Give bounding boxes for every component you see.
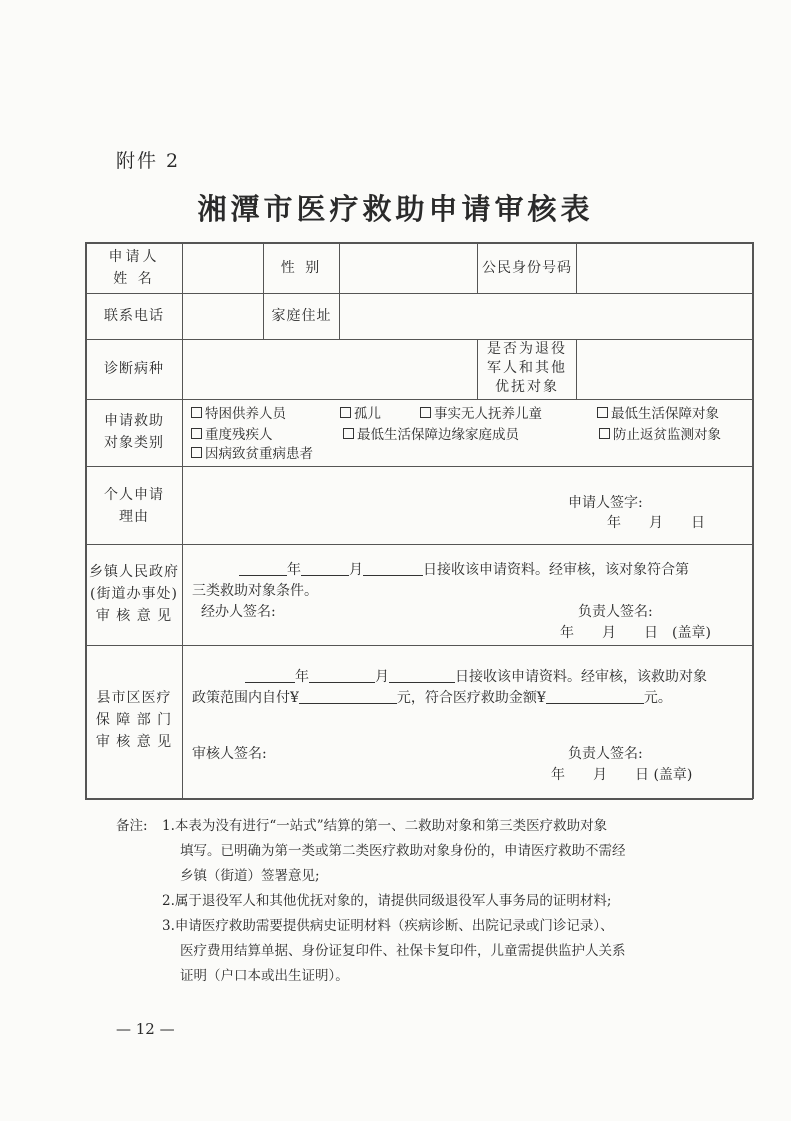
checkbox-icon <box>343 428 354 439</box>
option-marginal-family[interactable]: 最低生活保障边缘家庭成员 <box>343 426 519 444</box>
county-receive-line: 年 月 日接收该申请资料。经审核，该救助对象 <box>245 667 707 687</box>
township-label: 乡镇人民政府 (街道办事处) 审 核 意 见 <box>89 564 179 624</box>
note-3-line-1: 3.申请医疗救助需要提供病史证明材料（疾病诊断、出院记录或门诊记录）、 <box>162 918 614 934</box>
township-leader-signature-label: 负责人签名: <box>578 604 653 620</box>
county-leader-signature-label: 负责人签名: <box>568 746 643 762</box>
applicant-name-label: 申请人 姓 名 <box>108 249 160 287</box>
note-2: 2.属于退役军人和其他优抚对象的，请提供同级退役军人事务局的证明材料; <box>162 893 612 909</box>
note-1-line-1: 1.本表为没有进行“一站式”结算的第一、二救助对象和第三类医疗救助对象 <box>162 818 608 834</box>
checkbox-icon <box>597 407 608 418</box>
note-3-line-2: 医疗费用结算单据、身份证复印件、社保卡复印件，儿童需提供监护人关系 <box>180 943 626 959</box>
note-1-line-3: 乡镇（街道）签署意见; <box>180 868 320 884</box>
township-receive-line: 年 月 日接收该申请资料。经审核，该对象符合第 <box>239 560 689 580</box>
township-date-seal: 年 月 日 (盖章) <box>560 625 711 641</box>
option-minimum-living[interactable]: 最低生活保障对象 <box>597 405 719 423</box>
option-special-support[interactable]: 特困供养人员 <box>191 405 286 423</box>
option-poverty-monitor[interactable]: 防止返贫监测对象 <box>599 426 721 444</box>
note-3-line-3: 证明（户口本或出生证明）。 <box>180 968 349 984</box>
note-1-line-2: 填写。已明确为第一类或第二类医疗救助对象身份的，申请医疗救助不需经 <box>180 843 626 859</box>
township-text-2: 三类救助对象条件。 <box>192 583 318 599</box>
veteran-label: 是否为退役 军人和其他 优抚对象 <box>487 341 567 395</box>
form-title: 湘潭市医疗救助申请审核表 <box>197 192 594 226</box>
county-date-seal: 年 月 日 (盖章) <box>551 767 693 783</box>
county-amount-line: 政策范围内自付¥ 元，符合医疗救助金额¥ 元。 <box>192 690 672 706</box>
applicant-signature-label: 申请人签字: <box>568 495 643 511</box>
gender-label: 性 别 <box>280 260 323 276</box>
category-label: 申请救助 对象类别 <box>104 413 164 451</box>
option-unsupported-child[interactable]: 事实无人抚养儿童 <box>420 405 542 423</box>
county-label: 县市区医疗 保 障 部 门 审 核 意 见 <box>95 690 173 750</box>
option-orphan[interactable]: 孤儿 <box>340 405 381 423</box>
handler-signature-label: 经办人签名: <box>201 604 276 620</box>
checkbox-icon <box>599 428 610 439</box>
reviewer-signature-label: 审核人签名: <box>192 746 267 762</box>
checkbox-icon <box>420 407 431 418</box>
checkbox-icon <box>191 447 202 458</box>
option-severe-disability[interactable]: 重度残疾人 <box>191 426 273 444</box>
checkbox-icon <box>340 407 351 418</box>
option-illness-poverty[interactable]: 因病致贫重病患者 <box>191 445 313 463</box>
applicant-date: 年 月 日 <box>607 515 705 531</box>
id-number-label: 公民身份号码 <box>482 260 572 276</box>
notes-label: 备注: <box>116 818 148 834</box>
checkbox-icon <box>191 428 202 439</box>
address-label: 家庭住址 <box>271 308 332 324</box>
phone-label: 联系电话 <box>104 308 164 324</box>
diagnosis-label: 诊断病种 <box>104 361 164 377</box>
checkbox-icon <box>191 407 202 418</box>
page-number: — 12 — <box>116 1020 175 1038</box>
annex-label: 附件 2 <box>116 150 181 172</box>
reason-label: 个人申请 理由 <box>104 487 164 525</box>
